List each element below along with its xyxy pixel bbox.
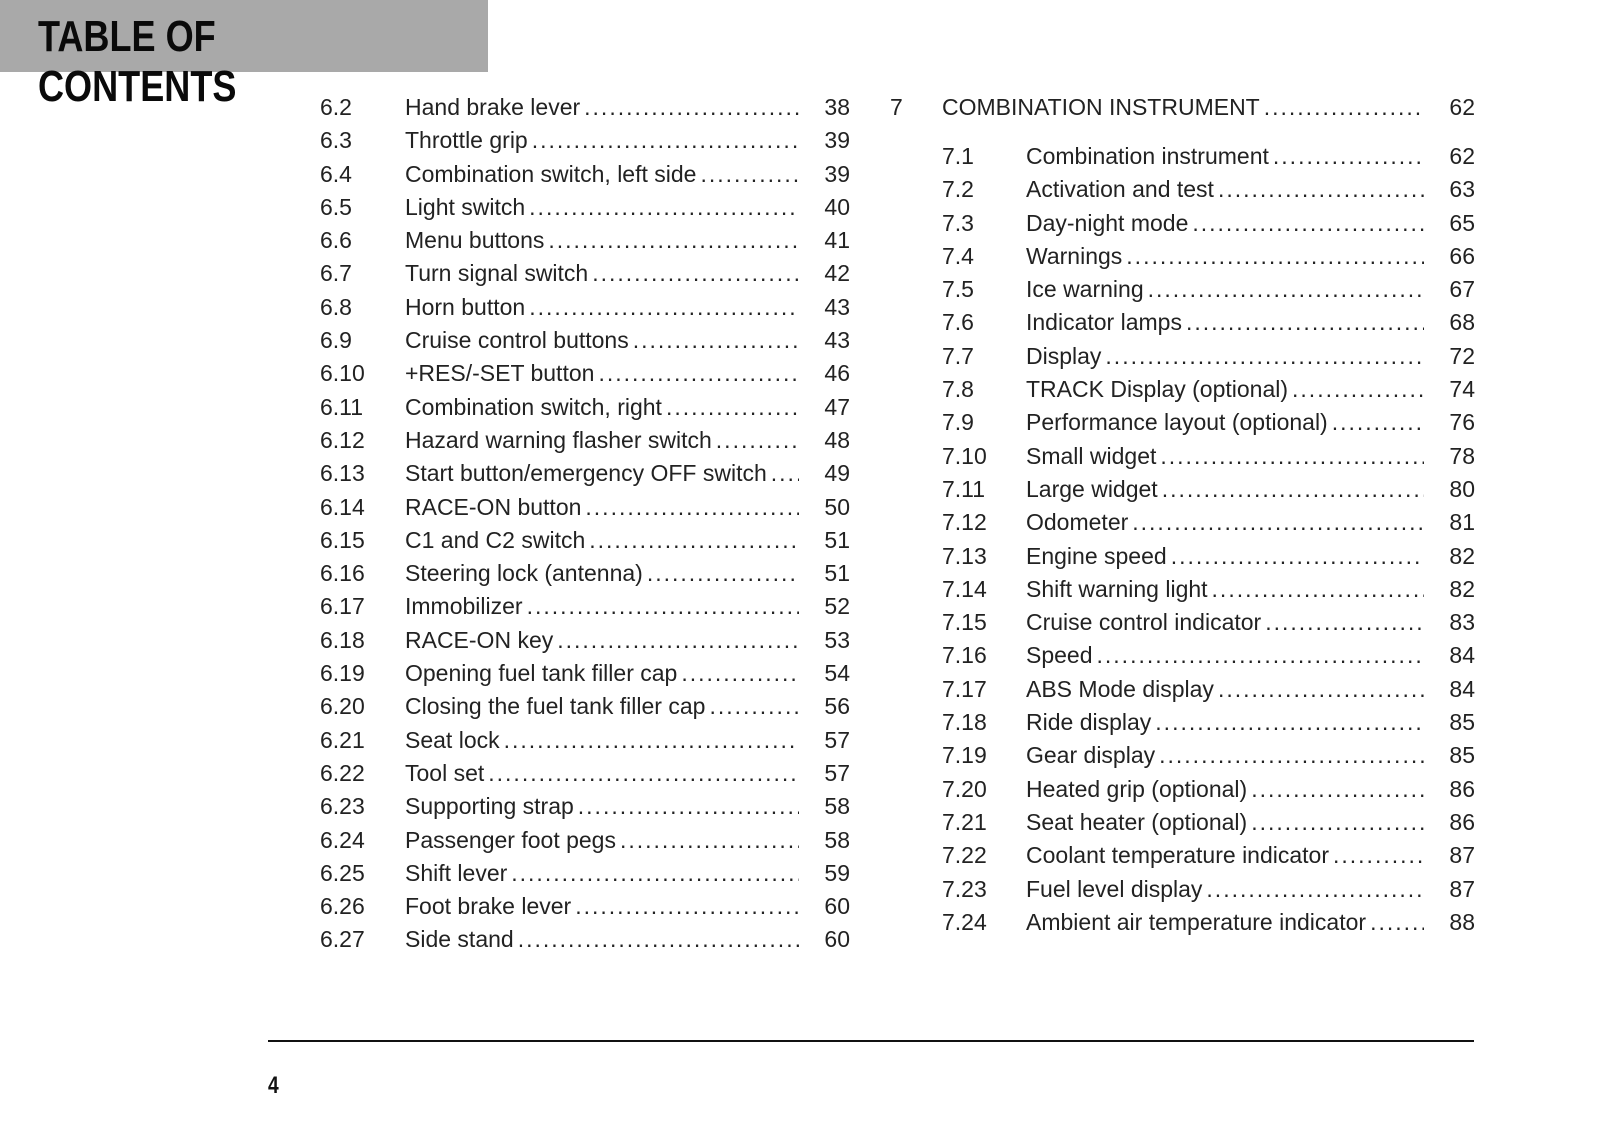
- toc-entry[interactable]: [320, 757, 850, 790]
- entry-page: 57: [824, 759, 850, 786]
- dot-leader: [1126, 240, 1424, 273]
- entry-page: 66: [1449, 242, 1475, 269]
- entry-title: Ambient air temperature indicator: [1026, 908, 1367, 935]
- toc-entry[interactable]: [942, 473, 1475, 506]
- entry-title: Ride display: [1026, 709, 1152, 736]
- entry-title: Hazard warning flasher switch: [405, 426, 712, 453]
- toc-entry[interactable]: [320, 158, 850, 191]
- dot-leader: [1160, 440, 1424, 473]
- dot-leader: [548, 224, 799, 257]
- entry-page: 67: [1449, 276, 1475, 303]
- toc-entry[interactable]: [320, 724, 850, 757]
- dot-leader: [771, 457, 799, 490]
- dot-leader: [1162, 473, 1424, 506]
- entry-page: 42: [824, 260, 850, 287]
- entry-number: 6.21: [320, 726, 365, 753]
- entry-number: 6.11: [320, 393, 364, 420]
- entry-page: 74: [1449, 376, 1475, 403]
- entry-number: 7.21: [942, 808, 987, 835]
- entry-title: Display: [1026, 342, 1102, 369]
- entry-title: Indicator lamps: [1026, 309, 1182, 336]
- entry-title: TRACK Display (optional): [1026, 376, 1289, 403]
- entry-number: 6.15: [320, 526, 365, 553]
- entry-page: 59: [824, 859, 850, 886]
- toc-entry[interactable]: [942, 207, 1475, 240]
- entry-page: 80: [1449, 475, 1475, 502]
- toc-entry[interactable]: [942, 673, 1475, 706]
- toc-entry[interactable]: [942, 739, 1475, 772]
- toc-entry[interactable]: [942, 406, 1475, 439]
- entry-title: Turn signal switch: [405, 260, 589, 287]
- entry-page: 41: [824, 227, 850, 254]
- entry-number: 6.23: [320, 793, 365, 820]
- entry-number: 6.20: [320, 693, 365, 720]
- entry-page: 56: [824, 693, 850, 720]
- dot-leader: [592, 257, 799, 290]
- entry-number: 6.3: [320, 127, 352, 154]
- entry-number: 7.4: [942, 242, 974, 269]
- dot-leader: [585, 491, 799, 524]
- entry-number: 6.4: [320, 160, 352, 187]
- entry-number: 7.9: [942, 409, 974, 436]
- toc-entry[interactable]: [942, 773, 1475, 806]
- toc-entry[interactable]: [320, 357, 850, 390]
- chapter-page: 62: [1449, 94, 1475, 120]
- entry-page: 76: [1449, 409, 1475, 436]
- entry-number: 7.24: [942, 908, 987, 935]
- toc-entry[interactable]: [942, 240, 1475, 273]
- toc-entry[interactable]: [320, 590, 850, 623]
- toc-entry[interactable]: [320, 923, 850, 956]
- entry-title: Combination switch, left side: [405, 160, 697, 187]
- entry-page: 88: [1449, 908, 1475, 935]
- entry-number: 7.7: [942, 342, 974, 369]
- dot-leader: [557, 624, 799, 657]
- entry-page: 51: [824, 526, 850, 553]
- entry-title: Warnings: [1026, 242, 1123, 269]
- entry-title: Performance layout (optional): [1026, 409, 1328, 436]
- entry-number: 7.10: [942, 442, 987, 469]
- dot-leader: [700, 158, 799, 191]
- entry-page: 82: [1449, 542, 1475, 569]
- entry-page: 39: [824, 127, 850, 154]
- entry-number: 7.6: [942, 309, 974, 336]
- entry-title: Shift lever: [405, 859, 508, 886]
- dot-leader: [1132, 506, 1424, 539]
- entry-number: 6.6: [320, 227, 352, 254]
- entry-number: 6.25: [320, 859, 365, 886]
- entry-page: 62: [1449, 143, 1475, 169]
- dot-leader: [633, 324, 799, 357]
- toc-entry[interactable]: [320, 690, 850, 723]
- entry-title: Seat lock: [405, 726, 500, 753]
- entry-title: Seat heater (optional): [1026, 808, 1248, 835]
- entry-title: Engine speed: [1026, 542, 1167, 569]
- entry-title: Side stand: [405, 926, 514, 953]
- entry-number: 6.9: [320, 327, 352, 354]
- entry-title: Day-night mode: [1026, 209, 1189, 236]
- entry-title: Horn button: [405, 293, 526, 320]
- entry-number: 7.11: [942, 475, 986, 502]
- entry-number: 7.5: [942, 276, 974, 303]
- entry-page: 54: [824, 660, 850, 687]
- dot-leader: [647, 557, 799, 590]
- footer-divider: [268, 1040, 1474, 1042]
- toc-entry[interactable]: [942, 906, 1475, 939]
- toc-entry[interactable]: [942, 306, 1475, 339]
- entry-number: 6.14: [320, 493, 365, 520]
- toc-entry[interactable]: [942, 540, 1475, 573]
- entry-title: RACE-ON button: [405, 493, 582, 520]
- entry-title: Menu buttons: [405, 227, 545, 254]
- entry-page: 52: [824, 593, 850, 620]
- dot-leader: [1212, 573, 1424, 606]
- entry-number: 7.15: [942, 609, 987, 636]
- dot-leader: [1155, 706, 1424, 739]
- entry-page: 48: [824, 426, 850, 453]
- dot-leader: [529, 191, 799, 224]
- entry-title: Foot brake lever: [405, 893, 572, 920]
- entry-title: Start button/emergency OFF switch: [405, 460, 767, 487]
- entry-page: 82: [1449, 575, 1475, 602]
- entry-page: 86: [1449, 808, 1475, 835]
- dot-leader: [1264, 91, 1424, 124]
- entry-page: 86: [1449, 775, 1475, 802]
- entry-title: C1 and C2 switch: [405, 526, 586, 553]
- entry-title: +RES/-SET button: [405, 360, 595, 387]
- toc-entry[interactable]: [320, 790, 850, 823]
- toc-entry[interactable]: [320, 457, 850, 490]
- dot-leader: [1159, 739, 1424, 772]
- entry-page: 87: [1449, 842, 1475, 869]
- toc-entry[interactable]: [942, 839, 1475, 872]
- entry-page: 60: [824, 893, 850, 920]
- toc-entry[interactable]: [942, 573, 1475, 606]
- entry-title: Shift warning light: [1026, 575, 1208, 602]
- entry-title: Gear display: [1026, 742, 1156, 769]
- entry-number: 6.2: [320, 94, 352, 120]
- entry-number: 7.8: [942, 376, 974, 403]
- entry-title: Steering lock (antenna): [405, 560, 643, 587]
- entry-number: 6.10: [320, 360, 365, 387]
- entry-number: 7.13: [942, 542, 987, 569]
- entry-number: 7.2: [942, 176, 974, 203]
- toc-entry[interactable]: [942, 373, 1475, 406]
- dot-leader: [589, 524, 799, 557]
- entry-page: 49: [824, 460, 850, 487]
- entry-number: 7.20: [942, 775, 987, 802]
- dot-leader: [681, 657, 799, 690]
- entry-title: Passenger foot pegs: [405, 826, 616, 853]
- entry-page: 38: [824, 94, 850, 120]
- entry-page: 60: [824, 926, 850, 953]
- entry-number: 6.16: [320, 560, 365, 587]
- entry-title: Combination switch, right: [405, 393, 662, 420]
- dot-leader: [1218, 173, 1424, 206]
- toc-entry[interactable]: [942, 639, 1475, 672]
- toc-entry[interactable]: [942, 140, 1475, 173]
- entry-title: Ice warning: [1026, 276, 1144, 303]
- entry-page: 57: [824, 726, 850, 753]
- toc-entry[interactable]: [942, 340, 1475, 373]
- entry-page: 87: [1449, 875, 1475, 902]
- page-title: TABLE OF CONTENTS: [38, 12, 237, 111]
- dot-leader: [666, 391, 799, 424]
- dot-leader: [584, 91, 799, 124]
- entry-page: 78: [1449, 442, 1475, 469]
- toc-entry[interactable]: [942, 440, 1475, 473]
- dot-leader: [1218, 673, 1424, 706]
- entry-page: 47: [824, 393, 850, 420]
- entry-page: 84: [1449, 642, 1475, 669]
- dot-leader: [488, 757, 799, 790]
- entry-title: Activation and test: [1026, 176, 1214, 203]
- entry-number: 6.7: [320, 260, 352, 287]
- entry-title: Large widget: [1026, 475, 1158, 502]
- toc-left-column: [320, 91, 850, 957]
- entry-title: Closing the fuel tank filler cap: [405, 693, 706, 720]
- chapter-subentries: [942, 140, 1475, 939]
- dot-leader: [511, 857, 799, 890]
- entry-title: Cruise control indicator: [1026, 609, 1262, 636]
- dot-leader: [1251, 806, 1424, 839]
- chapter-title: COMBINATION INSTRUMENT: [942, 94, 1260, 120]
- toc-right-column: [890, 91, 1475, 939]
- dot-leader: [1265, 606, 1424, 639]
- entry-title: Opening fuel tank filler cap: [405, 660, 678, 687]
- entry-page: 83: [1449, 609, 1475, 636]
- dot-leader: [1333, 839, 1424, 872]
- dot-leader: [504, 724, 799, 757]
- entry-number: 7.14: [942, 575, 987, 602]
- entry-number: 6.12: [320, 426, 365, 453]
- toc-entry[interactable]: [320, 857, 850, 890]
- entry-number: 7.18: [942, 709, 987, 736]
- entry-title: Supporting strap: [405, 793, 574, 820]
- entry-number: 7.17: [942, 675, 987, 702]
- entry-number: 6.22: [320, 759, 365, 786]
- dot-leader: [1370, 906, 1424, 939]
- dot-leader: [529, 291, 799, 324]
- entry-page: 65: [1449, 209, 1475, 236]
- entry-page: 85: [1449, 742, 1475, 769]
- dot-leader: [1186, 306, 1424, 339]
- toc-entry[interactable]: [320, 524, 850, 557]
- dot-leader: [716, 424, 799, 457]
- dot-leader: [709, 690, 799, 723]
- toc-entry[interactable]: [320, 91, 850, 124]
- entry-number: 6.24: [320, 826, 365, 853]
- entry-title: Cruise control buttons: [405, 327, 629, 354]
- entry-number: 6.13: [320, 460, 365, 487]
- entry-title: Speed: [1026, 642, 1093, 669]
- toc-entry[interactable]: [942, 173, 1475, 206]
- dot-leader: [575, 890, 799, 923]
- entry-page: 84: [1449, 675, 1475, 702]
- entry-number: 7.3: [942, 209, 974, 236]
- entry-page: 51: [824, 560, 850, 587]
- toc-entry[interactable]: [942, 806, 1475, 839]
- toc-entry[interactable]: [942, 273, 1475, 306]
- toc-chapter-entry[interactable]: [890, 91, 1475, 124]
- toc-entry[interactable]: [320, 624, 850, 657]
- toc-entry[interactable]: [942, 873, 1475, 906]
- entry-title: RACE-ON key: [405, 626, 554, 653]
- toc-entry[interactable]: [320, 424, 850, 457]
- dot-leader: [1171, 540, 1424, 573]
- entry-number: 7.22: [942, 842, 987, 869]
- entry-number: 6.19: [320, 660, 365, 687]
- entry-title: Combination instrument: [1026, 143, 1269, 169]
- toc-entry[interactable]: [320, 324, 850, 357]
- toc-entry[interactable]: [320, 191, 850, 224]
- dot-leader: [1251, 773, 1424, 806]
- entry-page: 81: [1449, 509, 1475, 536]
- entry-title: Throttle grip: [405, 127, 528, 154]
- dot-leader: [1148, 273, 1424, 306]
- toc-entry[interactable]: [320, 824, 850, 857]
- entry-page: 58: [824, 793, 850, 820]
- entry-number: 6.26: [320, 893, 365, 920]
- entry-number: 7.23: [942, 875, 987, 902]
- entry-page: 43: [824, 293, 850, 320]
- toc-entry[interactable]: [942, 706, 1475, 739]
- page-number: 4: [268, 1072, 279, 1099]
- dot-leader: [598, 357, 799, 390]
- entry-title: Tool set: [405, 759, 485, 786]
- dot-leader: [1105, 340, 1424, 373]
- entry-number: 6.17: [320, 593, 365, 620]
- toc-entry[interactable]: [320, 657, 850, 690]
- toc-entry[interactable]: [942, 606, 1475, 639]
- entry-number: 6.18: [320, 626, 365, 653]
- entry-title: ABS Mode display: [1026, 675, 1214, 702]
- entry-number: 7.19: [942, 742, 987, 769]
- entry-page: 40: [824, 193, 850, 220]
- entry-page: 50: [824, 493, 850, 520]
- dot-leader: [1192, 207, 1424, 240]
- dot-leader: [1206, 873, 1424, 906]
- toc-entry[interactable]: [320, 257, 850, 290]
- entry-number: 6.5: [320, 193, 352, 220]
- dot-leader: [527, 590, 799, 623]
- dot-leader: [518, 923, 799, 956]
- toc-entry[interactable]: [320, 224, 850, 257]
- entry-title: Small widget: [1026, 442, 1157, 469]
- entry-page: 63: [1449, 176, 1475, 203]
- entry-title: Light switch: [405, 193, 526, 220]
- entry-number: 6.27: [320, 926, 365, 953]
- toc-entry[interactable]: [942, 506, 1475, 539]
- chapter-number: 7: [890, 94, 903, 120]
- entry-title: Hand brake lever: [405, 94, 581, 120]
- entry-page: 46: [824, 360, 850, 387]
- entry-title: Heated grip (optional): [1026, 775, 1248, 802]
- entry-title: Immobilizer: [405, 593, 523, 620]
- toc-entry[interactable]: [320, 557, 850, 590]
- entry-page: 72: [1449, 342, 1475, 369]
- entry-title: Coolant temperature indicator: [1026, 842, 1329, 869]
- entry-number: 7.1: [942, 143, 974, 169]
- dot-leader: [1332, 406, 1424, 439]
- entry-page: 53: [824, 626, 850, 653]
- dot-leader: [1273, 140, 1424, 173]
- entry-page: 85: [1449, 709, 1475, 736]
- entry-number: 7.12: [942, 509, 987, 536]
- toc-entry[interactable]: [320, 491, 850, 524]
- dot-leader: [578, 790, 799, 823]
- dot-leader: [532, 124, 799, 157]
- toc-entry[interactable]: [320, 890, 850, 923]
- entry-title: Fuel level display: [1026, 875, 1203, 902]
- entry-title: Odometer: [1026, 509, 1129, 536]
- entry-page: 39: [824, 160, 850, 187]
- toc-entry[interactable]: [320, 124, 850, 157]
- entry-number: 7.16: [942, 642, 987, 669]
- entry-page: 43: [824, 327, 850, 354]
- toc-entry[interactable]: [320, 291, 850, 324]
- entry-number: 6.8: [320, 293, 352, 320]
- entry-page: 68: [1449, 309, 1475, 336]
- toc-entry[interactable]: [320, 391, 850, 424]
- entry-page: 58: [824, 826, 850, 853]
- dot-leader: [1097, 639, 1424, 672]
- dot-leader: [1292, 373, 1424, 406]
- dot-leader: [620, 824, 799, 857]
